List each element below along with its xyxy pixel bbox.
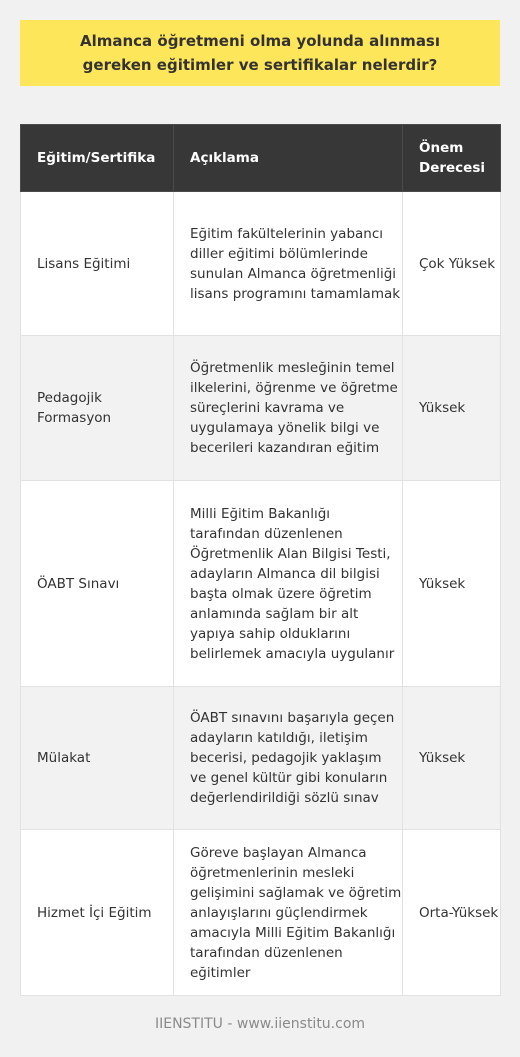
footer-credit: IIENSTITU - www.iienstitu.com <box>154 1016 366 1032</box>
page-title: Almanca öğretmeni olma yolunda alınması gereken eğitimler ve sertifikalar nelerdir? <box>20 20 500 86</box>
cell-description: Öğretmenlik mesleğinin temel ilkelerini, öğrenme ve öğretme süreçlerini kavrama ve uygulamaya yönelik bilgi ve becerileri kazandıran eğitim <box>174 336 403 481</box>
cell-education: Hizmet İçi Eğitim <box>21 830 174 996</box>
header-importance: Önem Derecesi <box>403 125 501 192</box>
table-row <box>21 687 501 830</box>
table-row <box>21 192 501 336</box>
cell-description: ÖABT sınavını başarıyla geçen adayların katıldığı, iletişim becerisi, pedagojik yaklaşım ve genel kültür gibi konuların değerlendirildiği sözlü sınav <box>174 687 403 830</box>
cell-importance: Orta-Yüksek <box>403 830 501 996</box>
cell-education: ÖABT Sınavı <box>21 481 174 687</box>
cell-description: Göreve başlayan Almanca öğretmenlerinin mesleki gelişimini sağlamak ve öğretim anlayışlarını güçlendirmek amacıyla Milli Eğitim Bakanlığı tarafından düzenlenen eğitimler <box>174 830 403 996</box>
cell-importance: Çok Yüksek <box>403 192 501 336</box>
header-description: Açıklama <box>174 125 403 192</box>
table-row <box>21 481 501 687</box>
cell-education: Mülakat <box>21 687 174 830</box>
cell-description: Milli Eğitim Bakanlığı tarafından düzenlenen Öğretmenlik Alan Bilgisi Testi, adayların Almanca dil bilgisi başta olmak üzere öğretim anlamında sağlam bir alt yapıya sahip olduklarını belirlemek amacıyla uygulanır <box>174 481 403 687</box>
cell-description: Eğitim fakültelerinin yabancı diller eğitimi bölümlerinde sunulan Almanca öğretmenliği lisans programını tamamlamak <box>174 192 403 336</box>
table-row <box>21 336 501 481</box>
table-header-row <box>21 125 501 192</box>
header-education: Eğitim/Sertifika <box>21 125 174 192</box>
education-table <box>20 124 501 996</box>
cell-education: Lisans Eğitimi <box>21 192 174 336</box>
cell-importance: Yüksek <box>403 336 501 481</box>
cell-education: Pedagojik Formasyon <box>21 336 174 481</box>
cell-importance: Yüksek <box>403 481 501 687</box>
table-row <box>21 830 501 996</box>
cell-importance: Yüksek <box>403 687 501 830</box>
